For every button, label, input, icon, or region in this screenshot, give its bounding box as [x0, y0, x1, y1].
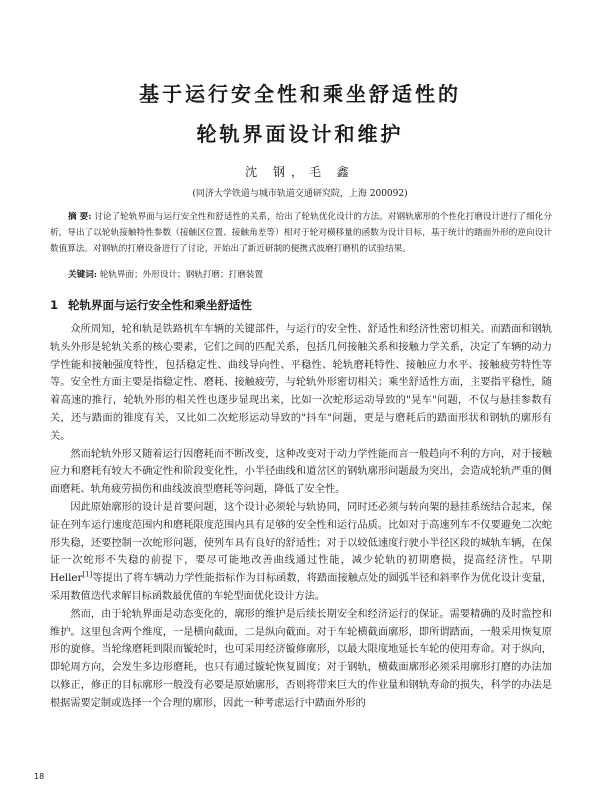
paragraph-3-part-b: 等提出了将车辆动力学性能指标作为目标函数，将踏面接触点处的圆弧半径和斜率作为优化设计变量，采用数值迭代求解目标函数最优值的车轮型面优化设计方法。: [50, 573, 552, 602]
body-text: [50, 321, 552, 713]
paragraph-4: 然而，由于轮轨界面是动态变化的，廓形的维护是后续长期安全和经济运行的保证。需要精确的及时监控和维护。这里包含两个维度，一是横向截面，二是纵向截面。对于车轮横截面廓形，即所谓踏面，一般采用恢复原形的旋修。当轮缘磨耗到限而镟轮时，也可采用经济镟修廓形，以最大限度地延长车轮的使用寿命。对于纵向，即轮周方向，会发生多边形磨耗，也只有通过镟轮恢复圆度；对于钢轨，横截面廓形必须采用廓形打磨的办法加以修正，修正的目标廓形一般没有必要是原始廓形，否则将带来巨大的作业量和钢轨寿命的损失，科学的办法是根据需要定制或选择一个合理的廓形，因此一种考虑运行中踏面外形的: [50, 608, 552, 709]
paragraph-3: [50, 499, 552, 606]
title-line-2: 轮轨界面设计和维护: [196, 122, 404, 146]
section-number: 1: [50, 298, 59, 312]
citation-ref-1[interactable]: [1]: [82, 570, 93, 579]
abstract: [50, 209, 552, 257]
title-line-1: 基于运行安全性和乘坐舒适性的: [139, 82, 461, 106]
paragraph-2: 然而轮轨外形又随着运行因磨耗而不断改变，这种改变对于动力学性能而言一般趋向不利的方向，对于接触应力和磨耗有较大不确定性和阶段变化性，小半径曲线和道岔区的钢轨廓形问题最为突出，会造成轮轨严重的侧面磨耗、轨角疲劳损伤和曲线波浪型磨耗等问题，降低了安全性。: [50, 448, 552, 496]
keywords: [68, 268, 552, 282]
keywords-label: 关键词:: [68, 270, 97, 280]
affiliation: (同济大学铁道与城市轨道交通研究院，上海 200092): [192, 189, 408, 199]
keywords-text: 轮轨界面；外形设计；钢轨打磨；打磨装置: [99, 270, 263, 280]
abstract-label: 摘 要:: [68, 212, 92, 222]
section-title: 轮轨界面与运行安全性和乘坐舒适性: [68, 298, 253, 312]
page-number: 18: [34, 772, 45, 781]
paragraph-3-part-a: 因此原始廓形的设计是首要问题，这个设计必须轮与轨协同，同时还必须与转向架的悬挂系统结合起来，保证在列车运行速度范围内和磨耗限度范围内具有足够的安全性和运行品质。比如对于高速列车不仅要避免二次蛇形失稳，还要控制一次蛇形问题，使列车具有良好的舒适性；对于以较低速度行驶小半径区段的城轨车辆，在保证一次蛇形不失稳的前提下，要尽可能地改善曲线通过性能，减少轮轨的初期磨损，提高经济性。早期 Heller: [50, 501, 552, 585]
section-heading: [50, 297, 252, 313]
abstract-text: 讨论了轮轨界面与运行安全性和舒适性的关系，给出了轮轨优化设计的方法。对钢轨廓形的个性化打磨设计进行了细化分析，导出了以轮轨接触特性参数（接触区位置、接触角差等）相对于轮对横移量的函数为设计目标，基于统计的踏面外形的逆向设计数值算法。对钢轨的打磨设备进行了讨论，开始出了新近研制的便携式波磨打磨机的试验结果。: [50, 212, 552, 254]
paragraph-1: 众所周知，轮和轨是铁路机车车辆的关键部件，与运行的安全性、舒适性和经济性密切相关。而踏面和钢轨轨头外形是轮轨关系的核心要素，它们之间的匹配关系，包括几何接触关系和接触力学关系，决定了车辆的动力学性能和接触强度特性，包括稳定性、曲线导向性、平稳性、轮轨磨耗特性、接触应力水平、接触疲劳特性等等。安全性方面主要是指稳定性、磨耗、接触疲劳，与轮轨外形密切相关；乘坐舒适性方面，主要指平稳性，随着高速的推行，轮轨外形的相关性也逐步显现出来，比如一次蛇形运动导致的"晃车"问题，不仅与悬挂参数有关，还与踏面的锥度有关，又比如二次蛇形运动导致的"抖车"问题，更是与磨耗后的踏面形状和钢轨的廓形有关。: [50, 324, 552, 442]
authors: 沈 钢，毛 鑫: [245, 165, 355, 179]
